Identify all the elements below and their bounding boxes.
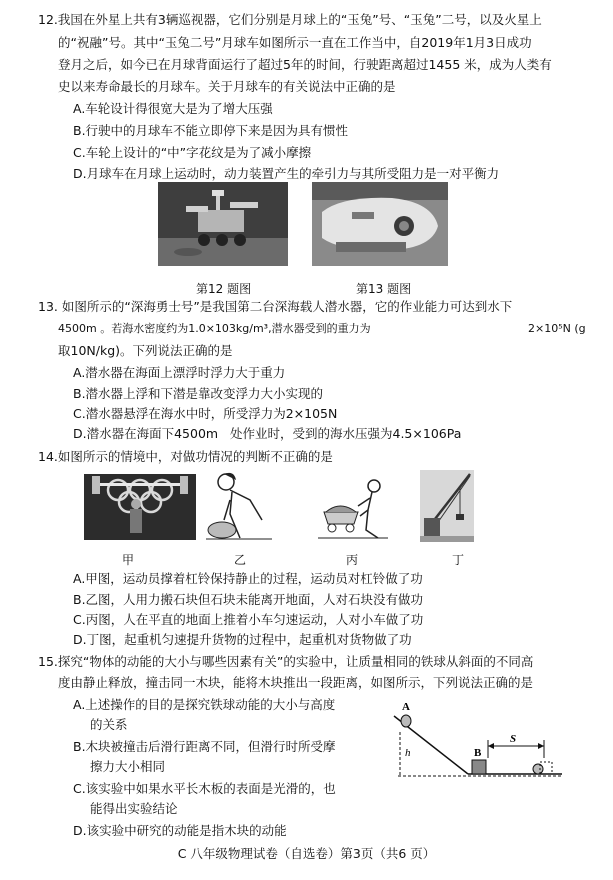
q14-option-d: D.丁图，起重机匀速提升货物的过程中，起重机对货物做了功 [73,632,412,647]
lunar-rover-photo [158,182,288,266]
distance-label: S [510,733,517,745]
q15-option-a: A.上述操作的目的是探究铁球动能的大小与高度 [73,697,336,712]
q13-stem-line-2: 4500m 。若海水密度约为1.0×103kg/m³,潜水器受到的重力为 [58,322,371,335]
weightlifter-photo [84,474,196,540]
q14-label-yi: 乙 [234,553,247,567]
q14-option-a: A.甲图，运动员撑着杠铃保持静止的过程，运动员对杠铃做了功 [73,571,423,586]
person-lifting-rock-drawing [206,470,272,542]
q15-stem-line-1: 15.探究“物体的动能的大小与哪些因素有关”的实验中，让质量相同的铁球从斜面的不同高 [38,654,534,669]
q12-stem-line-3: 登月之后，如今已在月球背面运行了超过5年的时间，行驶距离超过1455 米，成为人类有 [58,57,552,72]
q13-option-a: A.潜水器在海面上漂浮时浮力大于重力 [73,365,286,380]
q15-option-d: D.该实验中研究的动能是指木块的动能 [73,823,287,838]
q12-stem-line-2: 的“祝融”号。其中“玉兔二号”月球车如图所示一直在工作当中，自2019年1月3日成功 [58,35,532,50]
q13-stem-line-1: 13. 如图所示的“深海勇士号”是我国第二台深海载人潜水器，它的作业能力可达到水下 [38,299,513,314]
q15-option-b-cont: 擦力大小相同 [90,759,166,774]
q15-option-b: B.木块被撞击后滑行距离不同，但滑行时所受摩 [73,739,336,754]
q14-stem: 14.如图所示的情境中，对做功情况的判断不正确的是 [38,449,333,464]
q14-option-b: B.乙图，人用力搬石块但石块未能离开地面，人对石块没有做功 [73,592,424,607]
q13-stem-line-2-end: 2×10⁵N (g [528,322,586,335]
q13-option-b: B.潜水器上浮和下潜是靠改变浮力大小实现的 [73,386,324,401]
q13-figure-caption: 第13 题图 [356,282,412,296]
ball-label: A [402,701,410,713]
q14-label-ding: 丁 [452,553,465,567]
block-label: B [474,747,482,759]
q15-option-c: C.该实验中如果水平长木板的表面是光滑的，也 [73,781,336,796]
q12-stem-line-1: 12.我国在外星上共有3辆巡视器，它们分别是月球上的“玉兔”号、“玉兔”二号，以及火星上 [38,12,542,27]
q12-option-c: C.车轮上设计的“中”字花纹是为了减小摩擦 [73,145,312,160]
page-footer: C 八年级物理试卷（自选卷）第3页（共6 页） [177,846,436,861]
deep-sea-submersible-photo [312,182,448,266]
q12-figure-caption: 第12 题图 [196,282,252,296]
height-label: h [405,747,411,759]
q15-stem-line-2: 度由静止释放，撞击同一木块，能将木块推出一段距离，如图所示，下列说法正确的是 [58,675,534,690]
q13-stem-line-3: 取10N/kg)。下列说法正确的是 [58,343,233,358]
q12-option-a: A.车轮设计得很宽大是为了增大压强 [73,101,273,116]
q15-option-c-cont: 能得出实验结论 [90,801,178,816]
q14-label-jia: 甲 [122,553,135,567]
q13-option-d: D.潜水器在海面下4500m 处作业时，受到的海水压强为4.5×106Pa [73,426,462,441]
q12-option-b: B.行驶中的月球车不能立即停下来是因为具有惯性 [73,123,349,138]
incline-experiment-diagram [388,700,568,784]
q14-option-c: C.丙图，人在平直的地面上推着小车匀速运动，人对小车做了功 [73,612,424,627]
q13-option-c: C.潜水器悬浮在海水中时，所受浮力为2×105N [73,406,338,421]
person-pushing-cart-drawing [318,476,388,542]
q12-option-d: D.月球车在月球上运动时，动力装置产生的牵引力与其所受阻力是一对平衡力 [73,166,500,181]
q12-stem-line-4: 史以来寿命最长的月球车。关于月球车的有关说法中正确的是 [58,79,396,94]
q15-option-a-cont: 的关系 [90,717,128,732]
crane-photo [420,470,474,542]
q14-label-bing: 丙 [346,553,359,567]
